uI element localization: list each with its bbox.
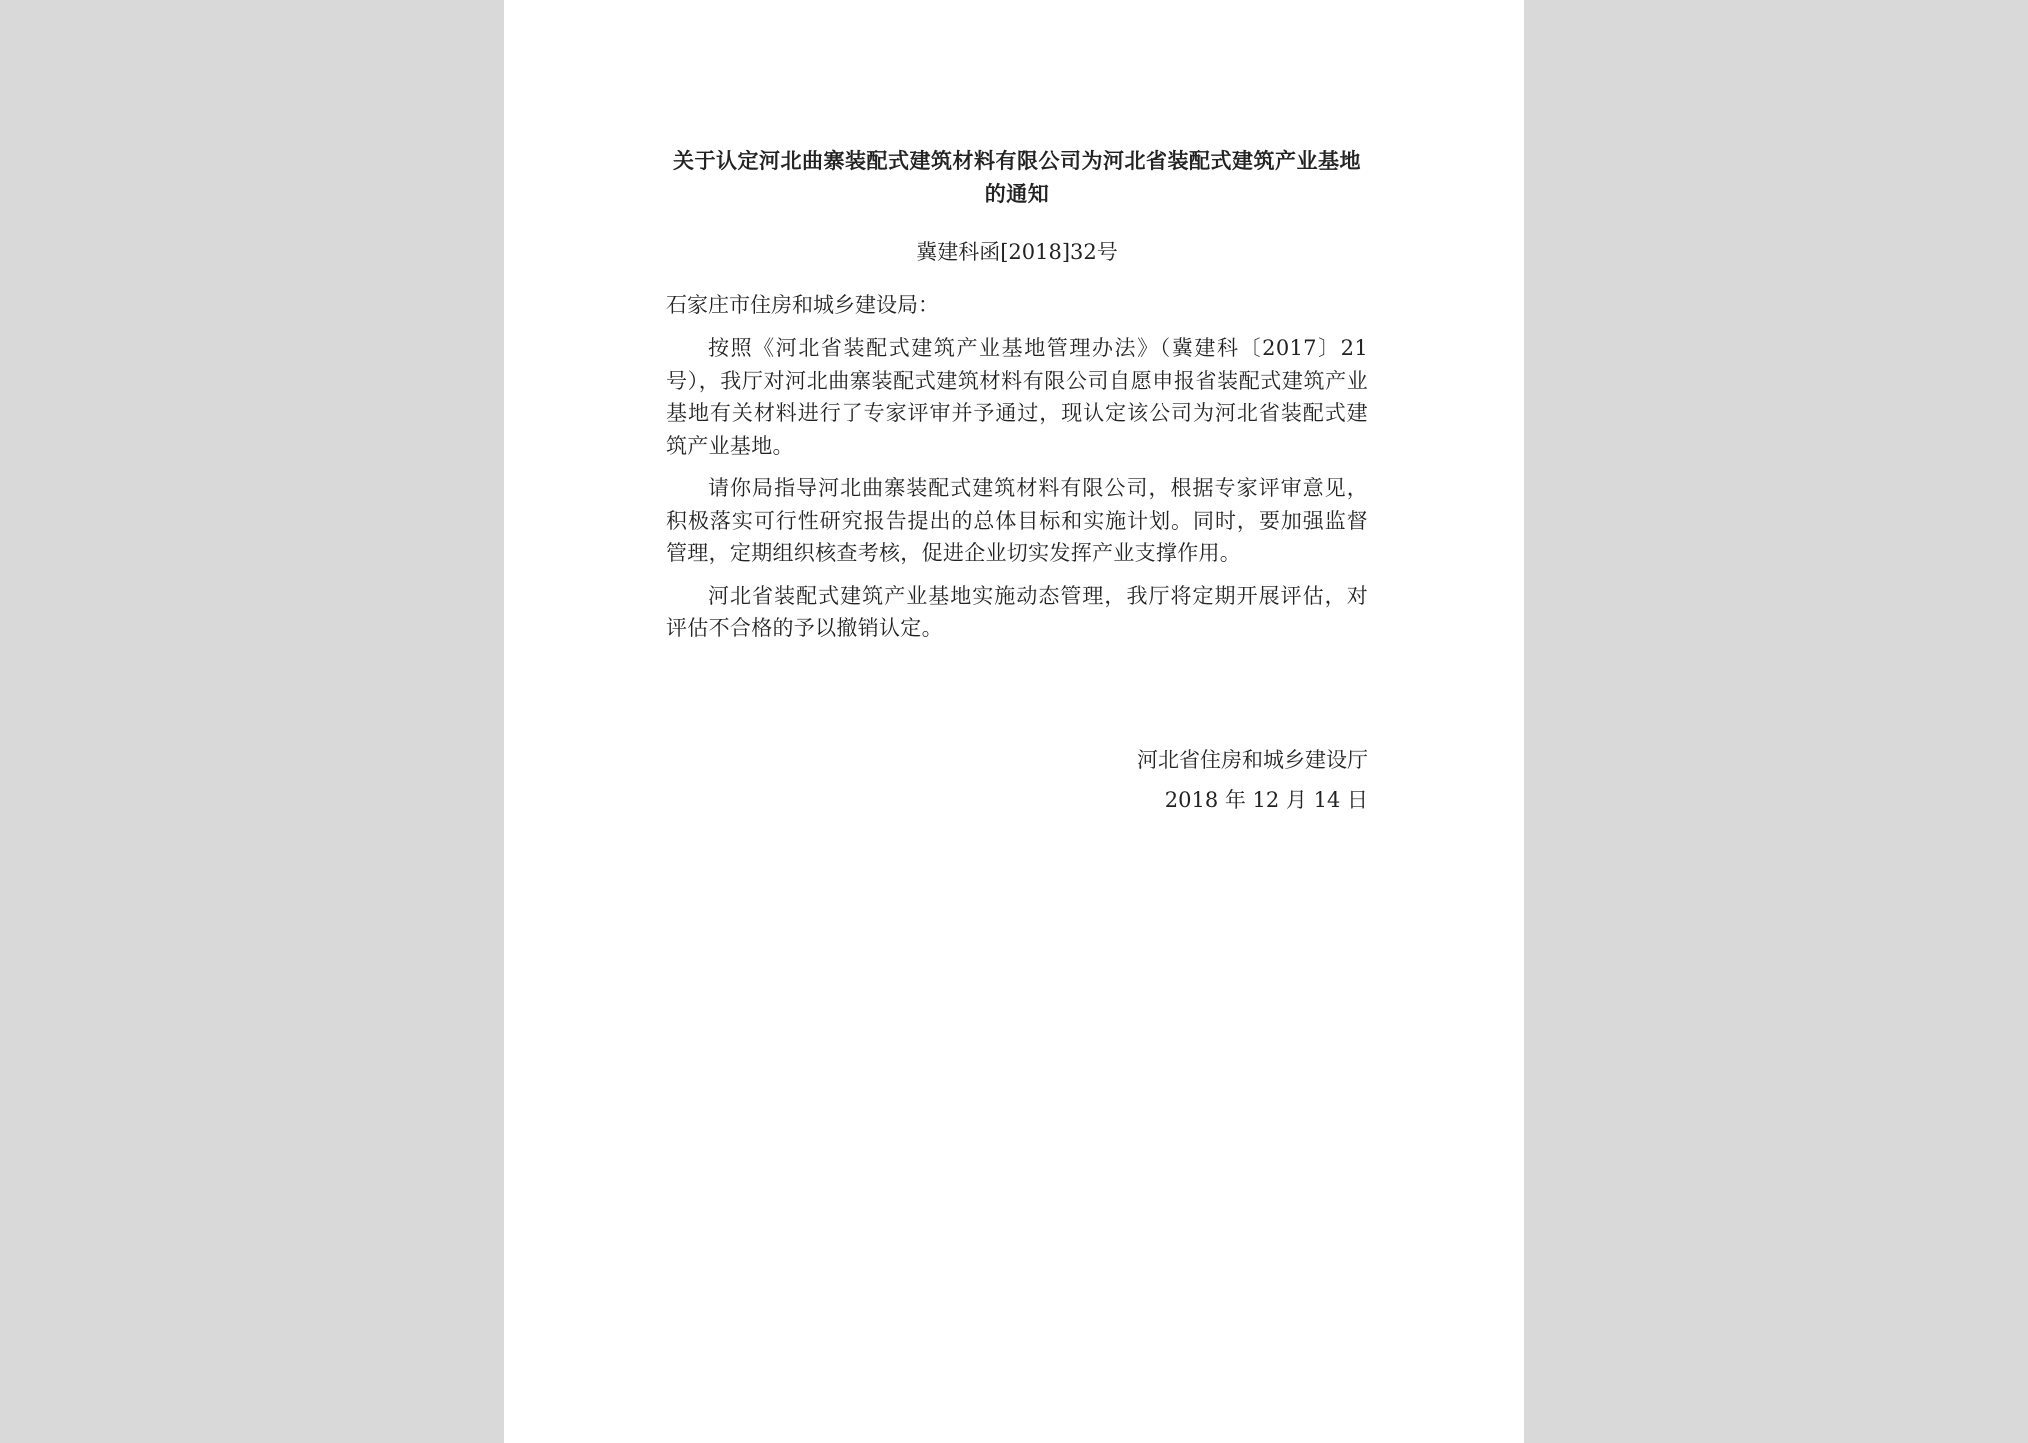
body-paragraph-3: 河北省装配式建筑产业基地实施动态管理，我厅将定期开展评估，对评估不合格的予以撤销认定。 [666,583,1368,640]
signature-block [1137,740,1368,820]
body-paragraph-2: 请你局指导河北曲寨装配式建筑材料有限公司，根据专家评审意见，积极落实可行性研究报告提出的总体目标和实施计划。同时，要加强监督管理，定期组织核查考核，促进企业切实发挥产业支撑作用。 [666,476,1368,565]
issue-date: 2018 年 12 月 14 日 [1164,788,1368,812]
page-content [666,145,1368,645]
salutation: 石家庄市住房和城乡建设局： [666,293,939,317]
body-paragraph-1: 按照《河北省装配式建筑产业基地管理办法》（冀建科〔2017〕21 号），我厅对河北曲寨装配式建筑材料有限公司自愿申报省装配式建筑产业基地有关材料进行了专家评审并予通过，现认定该公司为河北省装配式建筑产业基地。 [666,336,1368,458]
document-page [504,0,1524,1443]
document-number: 冀建科函[2018]32号 [916,240,1118,264]
document-title: 关于认定河北曲寨装配式建筑材料有限公司为河北省装配式建筑产业基地的通知 [673,149,1361,206]
issuer-name: 河北省住房和城乡建设厅 [1137,748,1368,772]
